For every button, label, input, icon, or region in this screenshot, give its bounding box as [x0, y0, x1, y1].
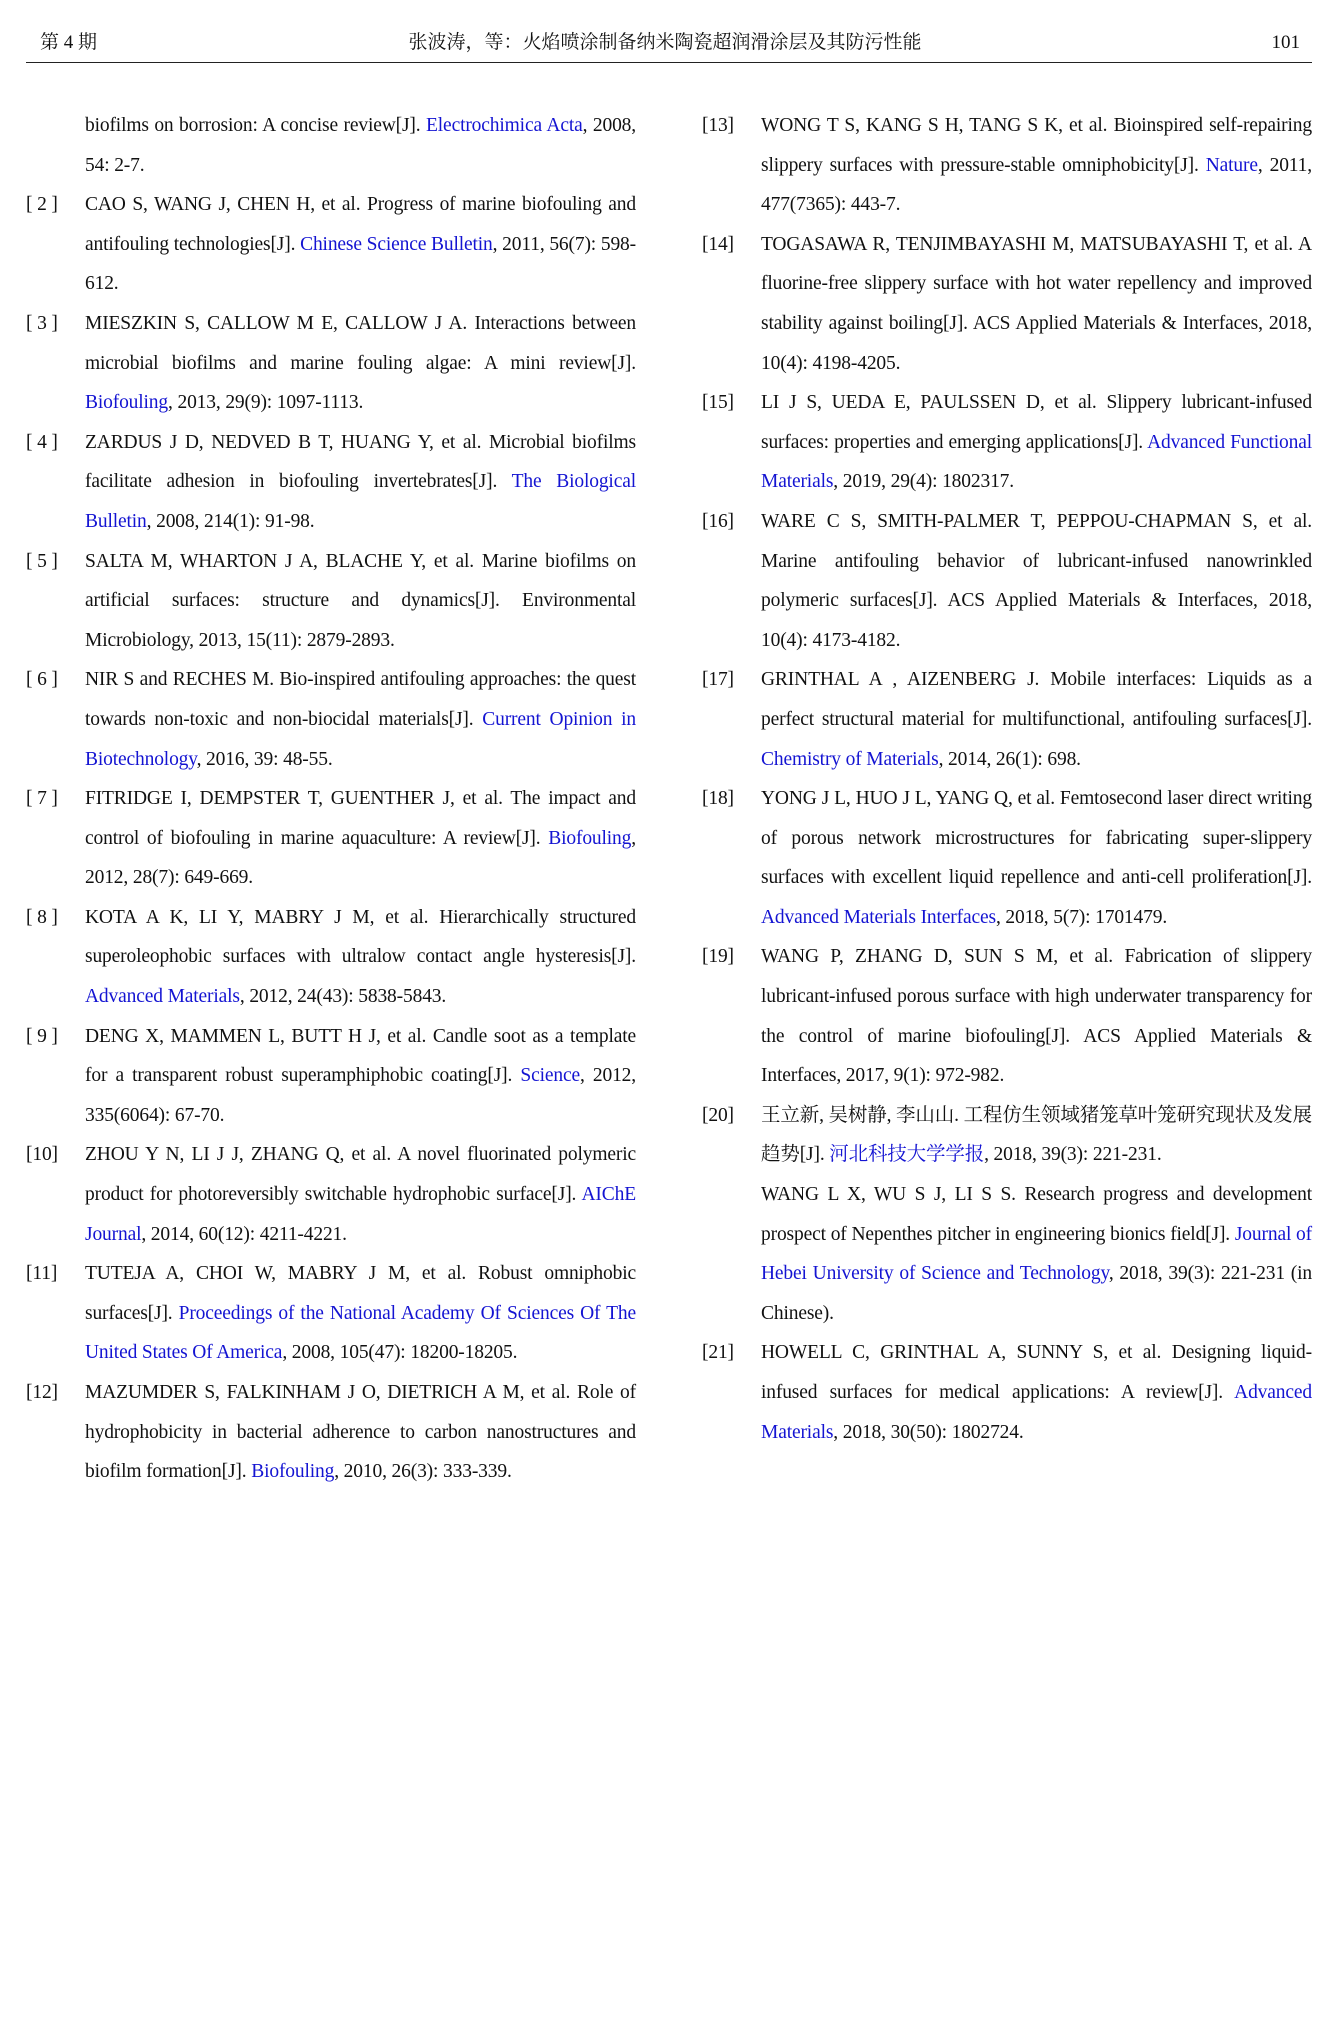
reference-entry: [26, 898, 636, 1017]
reference-details: , 2019, 29(4): 1802317.: [833, 471, 1015, 493]
reference-number: [13]: [702, 115, 734, 136]
reference-number: [ 7 ]: [26, 788, 58, 810]
reference-text: MAZUMDER S, FALKINHAM J O, DIETRICH A M, et al. Role of hydrophobicity in bacterial adherence to carbon nanostructures and biofilm formation[J].: [85, 1382, 636, 1483]
journal-link[interactable]: Biofouling: [85, 392, 169, 414]
reference-text: CAO S, WANG J, CHEN H, et al. Progress of marine biofouling and antifouling technologies[J].: [85, 194, 636, 255]
reference-entry: [26, 185, 636, 304]
reference-entry: [702, 225, 1312, 383]
reference-text: WANG P, ZHANG D, SUN S M, et al. Fabrication of slippery lubricant-infused porous surface with high underwater transparency for the control of marine biofouling[J]. ACS Applied Materials & Interfaces, 2017, 9(1): 972-982.: [761, 946, 1312, 1087]
reference-entry: [702, 1096, 1312, 1175]
journal-link[interactable]: Nature: [1205, 154, 1258, 176]
reference-text: KOTA A K, LI Y, MABRY J M, et al. Hierarchically structured superoleophobic surfaces with ultralow contact angle hysteresis[J].: [85, 906, 636, 968]
reference-details: , 2018, 39(3): 221-231.: [984, 1144, 1162, 1166]
reference-entry: [702, 106, 1312, 225]
reference-entry: [26, 1135, 636, 1254]
journal-link[interactable]: Advanced Materials: [85, 986, 240, 1008]
journal-link[interactable]: Current Opinion in Biotechnology: [85, 708, 636, 770]
reference-text: ZARDUS J D, NEDVED B T, HUANG Y, et al. Microbial biofilms facilitate adhesion in biofouling invertebrates[J].: [85, 431, 636, 493]
reference-number: [ 5 ]: [26, 550, 58, 572]
reference-details: , 2014, 26(1): 698.: [938, 748, 1081, 770]
reference-entry: [26, 423, 636, 542]
journal-link[interactable]: Advanced Materials Interfaces: [761, 906, 996, 928]
reference-entry: [702, 383, 1312, 502]
reference-entry: [702, 660, 1312, 779]
journal-link[interactable]: AIChE Journal: [85, 1184, 636, 1245]
reference-text: NIR S and RECHES M. Bio-inspired antifouling approaches: the quest towards non-toxic and non-biocidal materials[J].: [85, 669, 636, 730]
reference-details: , 2018, 30(50): 1802724.: [833, 1421, 1024, 1443]
reference-text: YONG J L, HUO J L, YANG Q, et al. Femtosecond laser direct writing of porous network microstructures for fabricating super-slippery surfaces with excellent liquid repellence and anti-cell proliferation[J].: [761, 788, 1312, 889]
journal-link[interactable]: Biofouling: [251, 1461, 335, 1483]
reference-text: DENG X, MAMMEN L, BUTT H J, et al. Candle soot as a template for a transparent robust superamphiphobic coating[J].: [85, 1025, 636, 1087]
header-rule: [26, 62, 1312, 63]
reference-number: [20]: [702, 1104, 734, 1126]
journal-link[interactable]: Advanced Materials: [761, 1382, 1312, 1443]
reference-details: , 2012, 28(7): 649-669.: [85, 827, 636, 889]
reference-details: , 2018, 5(7): 1701479.: [995, 906, 1168, 928]
reference-number: [11]: [26, 1263, 58, 1285]
reference-text: 王立新, 吴树静, 李山山. 工程仿生领域猪笼草叶笼研究现状及发展趋势[J].: [761, 1104, 1312, 1166]
reference-details: , 2014, 60(12): 4211-4221.: [141, 1223, 347, 1245]
reference-details: , 2008, 214(1): 91-98.: [146, 510, 315, 532]
reference-details: , 2012, 24(43): 5838-5843.: [239, 986, 447, 1008]
journal-link[interactable]: Electrochimica Acta: [426, 115, 583, 136]
reference-entry: [26, 779, 636, 898]
journal-link[interactable]: Science: [520, 1065, 580, 1087]
reference-text: biofilms on borrosion: A concise review[J].: [85, 115, 427, 136]
reference-entry: [702, 937, 1312, 1095]
reference-entry: [702, 1175, 1312, 1333]
page-number: 101: [1271, 32, 1300, 53]
reference-number: [19]: [702, 946, 734, 968]
reference-text: TOGASAWA R, TENJIMBAYASHI M, MATSUBAYASHI T, et al. A fluorine-free slippery surface with hot water repellency and improved stability against boiling[J]. ACS Applied Materials & Interfaces, 2018, 10(4): 4198-4205.: [761, 233, 1312, 374]
journal-link[interactable]: The Biological Bulletin: [85, 471, 636, 532]
reference-text: WANG L X, WU S J, LI S S. Research progress and development prospect of Nepenthes pitcher in engineering bionics field[J].: [761, 1184, 1312, 1245]
journal-link[interactable]: Advanced Functional Materials: [761, 431, 1312, 493]
reference-text: SALTA M, WHARTON J A, BLACHE Y, et al. Marine biofilms on artificial surfaces: structure and dynamics[J]. Environmental Microbiology, 2013, 15(11): 2879-2893.: [85, 550, 636, 651]
reference-text: ZHOU Y N, LI J J, ZHANG Q, et al. A novel fluorinated polymeric product for photoreversibly switchable hydrophobic surface[J].: [85, 1144, 636, 1206]
reference-details: , 2011, 56(7): 598-612.: [85, 233, 636, 295]
reference-details: , 2008, 105(47): 18200-18205.: [282, 1342, 518, 1364]
reference-details: , 2018, 39(3): 221-231 (in Chinese).: [761, 1263, 1312, 1324]
journal-link[interactable]: Chinese Science Bulletin: [300, 233, 493, 255]
reference-number: [12]: [26, 1382, 58, 1403]
reference-entry: [26, 1373, 636, 1492]
reference-number: [ 4 ]: [26, 431, 58, 453]
reference-text: MIESZKIN S, CALLOW M E, CALLOW J A. Interactions between microbial biofilms and marine fouling algae: A mini review[J].: [85, 312, 636, 374]
reference-entry: [26, 660, 636, 779]
reference-number: [10]: [26, 1144, 58, 1166]
reference-text: HOWELL C, GRINTHAL A, SUNNY S, et al. Designing liquid-infused surfaces for medical applications: A review[J].: [761, 1342, 1312, 1403]
reference-entry: [26, 1254, 636, 1373]
journal-link[interactable]: Chemistry of Materials: [761, 748, 939, 770]
journal-link[interactable]: Proceedings of the National Academy Of Sciences Of The United States Of America: [85, 1302, 636, 1364]
references-left-column: [26, 106, 636, 1492]
reference-details: , 2016, 39: 48-55.: [196, 748, 333, 770]
reference-number: [21]: [702, 1342, 734, 1364]
reference-details: , 2011, 477(7365): 443-7.: [761, 154, 1312, 216]
reference-text: TUTEJA A, CHOI W, MABRY J M, et al. Robust omniphobic surfaces[J].: [85, 1263, 636, 1324]
reference-number: [ 2 ]: [26, 194, 58, 216]
reference-entry: [702, 779, 1312, 937]
reference-number: [18]: [702, 788, 734, 810]
reference-number: [ 3 ]: [26, 312, 58, 334]
references-right-column: [702, 106, 1312, 1452]
reference-text: FITRIDGE I, DEMPSTER T, GUENTHER J, et al. The impact and control of biofouling in marine aquaculture: A review[J].: [85, 788, 636, 849]
reference-entry: [26, 542, 636, 661]
reference-details: , 2008, 54: 2-7.: [85, 115, 637, 176]
reference-entry: [26, 106, 636, 185]
reference-details: , 2013, 29(9): 1097-1113.: [168, 392, 364, 414]
reference-number: [ 9 ]: [26, 1025, 58, 1047]
reference-number: [17]: [702, 669, 734, 691]
journal-link[interactable]: Biofouling: [548, 827, 632, 849]
reference-details: , 2012, 335(6064): 67-70.: [85, 1065, 636, 1126]
journal-link[interactable]: Journal of Hebei University of Science and Technology: [761, 1223, 1312, 1285]
reference-text: GRINTHAL A , AIZENBERG J. Mobile interfaces: Liquids as a perfect structural material for multifunctional, antifouling surfaces[J].: [761, 669, 1312, 730]
running-title: 张波涛，等：火焰喷涂制备纳米陶瓷超润滑涂层及其防污性能: [408, 32, 922, 53]
reference-entry: [26, 1017, 636, 1136]
reference-details: , 2010, 26(3): 333-339.: [334, 1461, 512, 1483]
reference-number: [14]: [702, 233, 734, 255]
reference-number: [ 8 ]: [26, 906, 58, 928]
reference-entry: [702, 502, 1312, 660]
reference-number: [16]: [702, 510, 734, 532]
reference-entry: [26, 304, 636, 423]
reference-text: WONG T S, KANG S H, TANG S K, et al. Bioinspired self-repairing slippery surfaces with pressure-stable omniphobicity[J].: [761, 115, 1312, 176]
reference-number: [15]: [702, 392, 734, 414]
reference-number: [ 6 ]: [26, 669, 58, 691]
issue-label: 第 4 期: [40, 32, 98, 53]
journal-link[interactable]: 河北科技大学学报: [829, 1144, 985, 1166]
reference-text: LI J S, UEDA E, PAULSSEN D, et al. Slippery lubricant-infused surfaces: properties and emerging applications[J].: [761, 392, 1312, 453]
reference-text: WARE C S, SMITH-PALMER T, PEPPOU-CHAPMAN S, et al. Marine antifouling behavior of lubricant-infused nanowrinkled polymeric surfaces[J]. ACS Applied Materials & Interfaces, 2018, 10(4): 4173-4182.: [761, 510, 1312, 651]
reference-entry: [702, 1333, 1312, 1452]
